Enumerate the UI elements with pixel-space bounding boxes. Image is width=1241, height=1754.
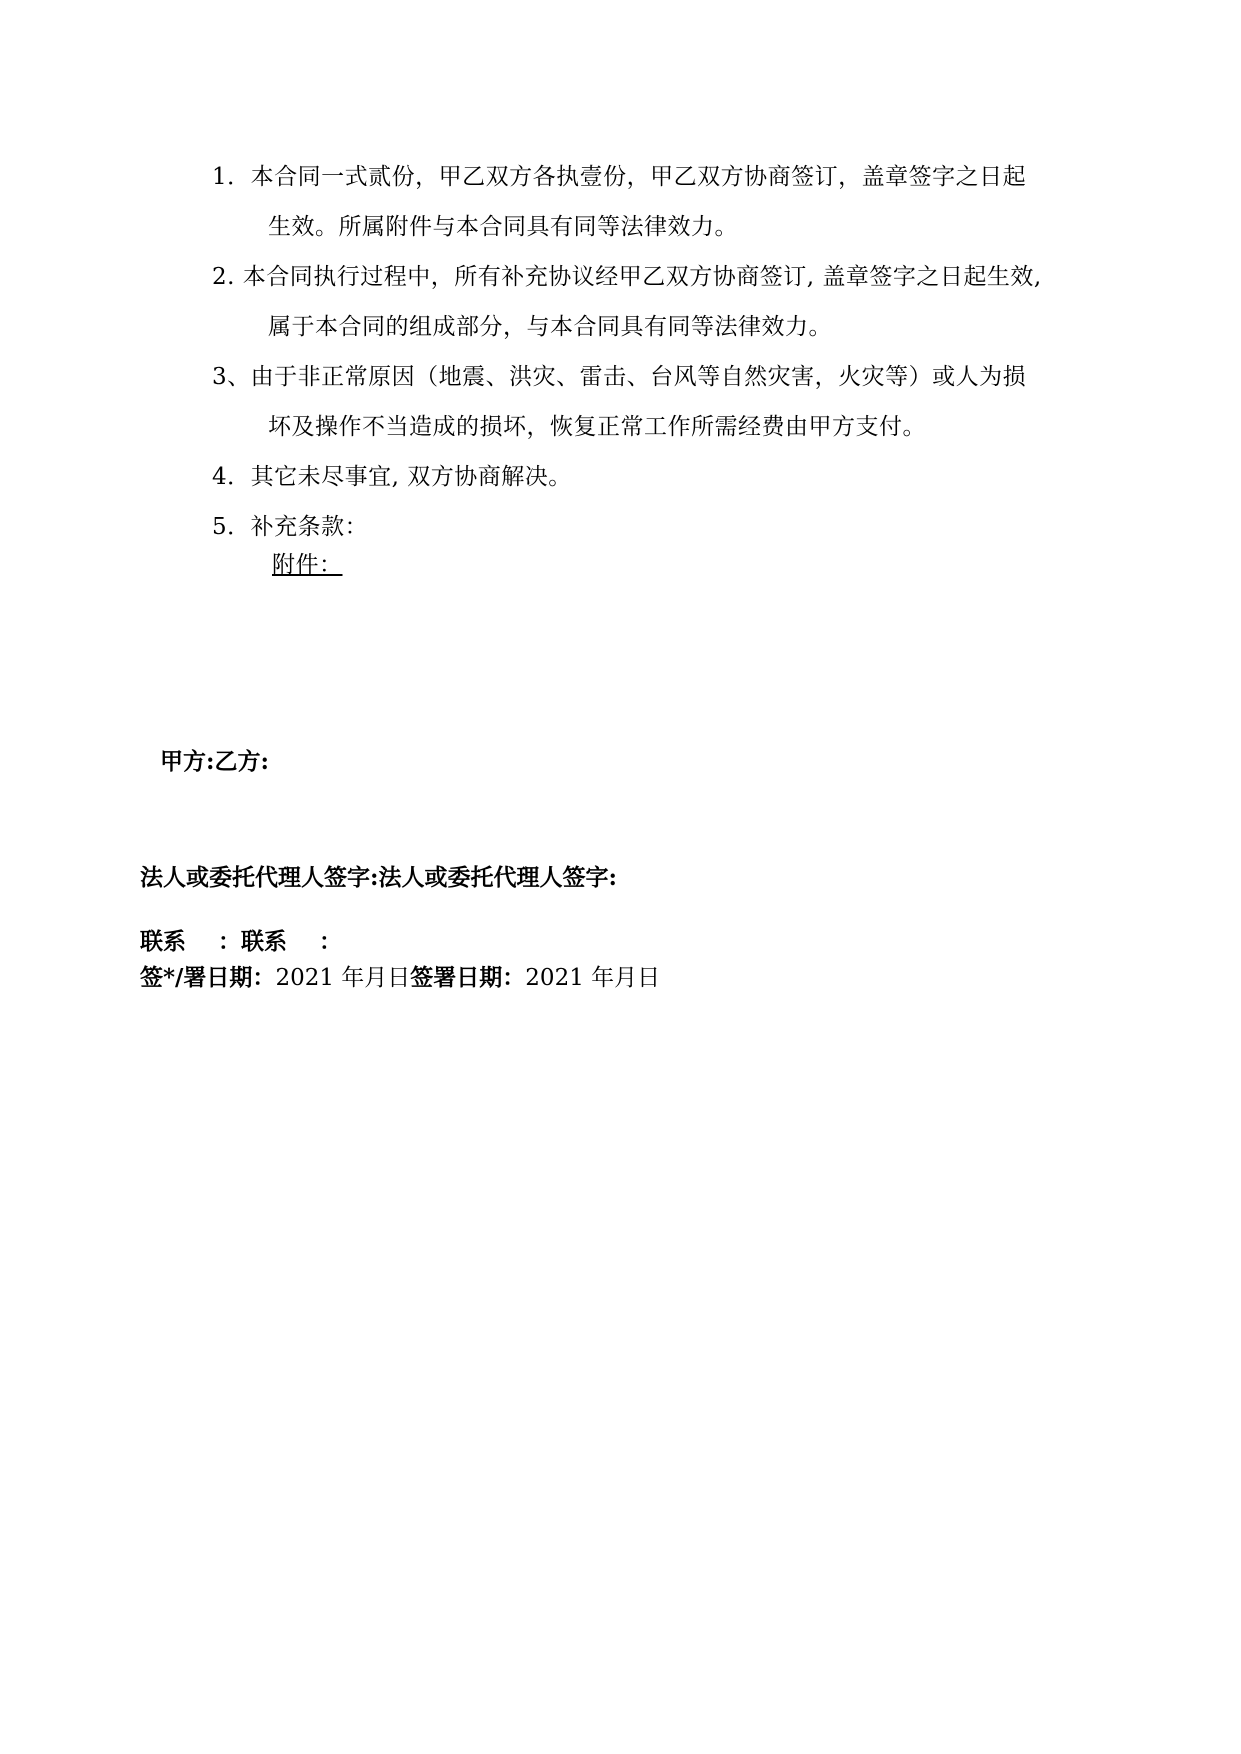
clause-5-line-1: 5．补充条款：	[212, 514, 369, 540]
clause-1-line-1: 1．本合同一式贰份，甲乙双方各执壹份，甲乙双方协商签订，盖章签字之日起	[212, 164, 1027, 190]
signing-date-line	[140, 960, 660, 996]
clause-3	[212, 352, 1092, 452]
clause-2-line-1: 2. 本合同执行过程中，所有补充协议经甲乙双方协商签订, 盖章签字之日起生效,	[212, 264, 1042, 290]
legal-rep-signature-line: 法人或委托代理人签字:法人或委托代理人签字:	[140, 864, 617, 891]
attachment-label	[272, 545, 357, 585]
clause-2	[212, 252, 1092, 352]
signing-date-value-b: 2021 年月日	[525, 965, 661, 991]
clause-1-line-2: 生效。所属附件与本合同具有同等法律效力。	[268, 214, 738, 240]
contact-line: 联系 ：联系 ：	[140, 928, 343, 955]
signing-date-value-a: 2021 年月日	[275, 965, 411, 991]
clause-2-line-2: 属于本合同的组成部分，与本合同具有同等法律效力。	[268, 314, 832, 340]
clause-1	[212, 152, 1092, 252]
attachment-label-text: 附件：	[272, 552, 343, 578]
parties-line: 甲方:乙方:	[160, 748, 269, 775]
signing-date-label-b: 签署日期：	[410, 964, 526, 991]
clause-4	[212, 452, 1092, 502]
clause-3-line-1: 3、由于非正常原因（地震、洪灾、雷击、台风等自然灾害，火灾等）或人为损	[212, 364, 1027, 390]
signing-date-label-a: 签*/署日期：	[140, 964, 276, 991]
clause-3-line-2: 坏及操作不当造成的损坏，恢复正常工作所需经费由甲方支付。	[268, 414, 926, 440]
clause-4-line-1: 4．其它未尽事宜, 双方协商解决。	[212, 464, 572, 490]
